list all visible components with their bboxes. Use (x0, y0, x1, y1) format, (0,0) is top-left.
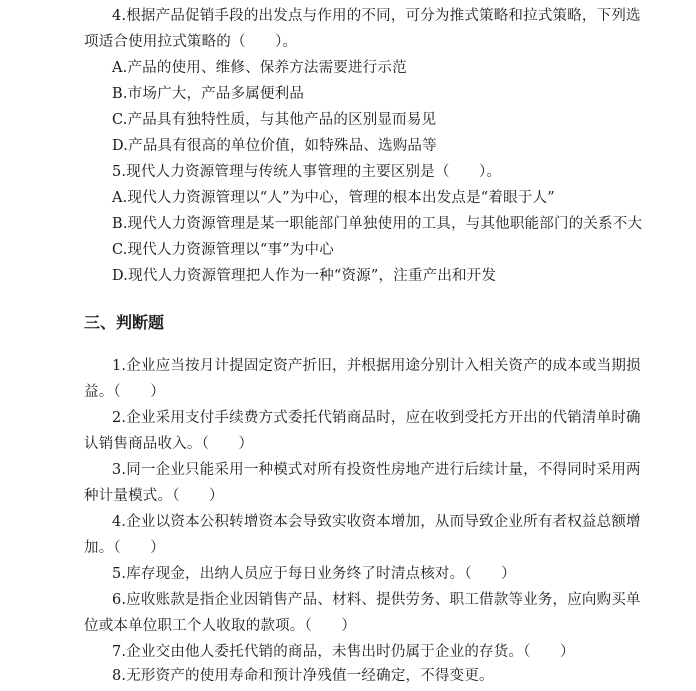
question-4-stem-line-1: 4.根据产品促销手段的出发点与作用的不同，可分为推式策略和拉式策略，下列选 (112, 8, 641, 24)
judgement-3-line-1: 3.同一企业只能采用一种模式对所有投资性房地产进行后续计量，不得同时采用两 (112, 462, 641, 478)
judgement-1-line-2: 益。（ ） (84, 384, 165, 400)
judgement-2-line-1: 2.企业采用支付手续费方式委托代销商品时，应在收到受托方开出的代销清单时确 (112, 410, 641, 426)
question-5-option-b: B.现代人力资源管理是某一职能部门单独使用的工具，与其他职能部门的关系不大 (112, 216, 643, 232)
question-4-option-b: B.市场广大，产品多属便利品 (112, 86, 305, 102)
judgement-2-line-2: 认销售商品收入。（ ） (84, 436, 254, 452)
judgement-5: 5.库存现金，出纳人员应于每日业务终了时清点核对。（ ） (112, 566, 516, 582)
judgement-6-line-1: 6.应收账款是指企业因销售产品、材料、提供劳务、职工借款等业务，应向购买单 (112, 592, 641, 608)
question-5-option-a: A.现代人力资源管理以“人”为中心，管理的根本出发点是“着眼于人” (112, 190, 555, 206)
question-5-option-d: D.现代人力资源管理把人作为一种“资源”，注重产出和开发 (112, 268, 497, 284)
judgement-4-line-2: 加。（ ） (84, 540, 165, 556)
question-4-stem-line-2: 项适合使用拉式策略的（ ）。 (84, 34, 298, 50)
section-heading: 三、判断题 (84, 313, 165, 332)
judgement-8: 8.无形资产的使用寿命和预计净残值一经确定，不得变更。 (112, 668, 494, 684)
question-5-stem: 5.现代人力资源管理与传统人事管理的主要区别是（ ）。 (112, 164, 502, 180)
question-5-option-c: C.现代人力资源管理以“事”为中心 (112, 242, 334, 258)
question-4-option-d: D.产品具有很高的单位价值，如特殊品、选购品等 (112, 138, 437, 154)
judgement-7: 7.企业交由他人委托代销的商品，未售出时仍属于企业的存货。（ ） (112, 644, 575, 660)
question-4-option-a: A.产品的使用、维修、保养方法需要进行示范 (112, 60, 407, 76)
question-4-option-c: C.产品具有独特性质，与其他产品的区别显而易见 (112, 112, 437, 128)
judgement-4-line-1: 4.企业以资本公积转增资本会导致实收资本增加，从而导致企业所有者权益总额增 (112, 514, 641, 530)
judgement-6-line-2: 位或本单位职工个人收取的款项。（ ） (84, 618, 357, 634)
judgement-3-line-2: 种计量模式。（ ） (84, 488, 224, 504)
judgement-1-line-1: 1.企业应当按月计提固定资产折旧，并根据用途分别计入相关资产的成本或当期损 (112, 358, 641, 374)
